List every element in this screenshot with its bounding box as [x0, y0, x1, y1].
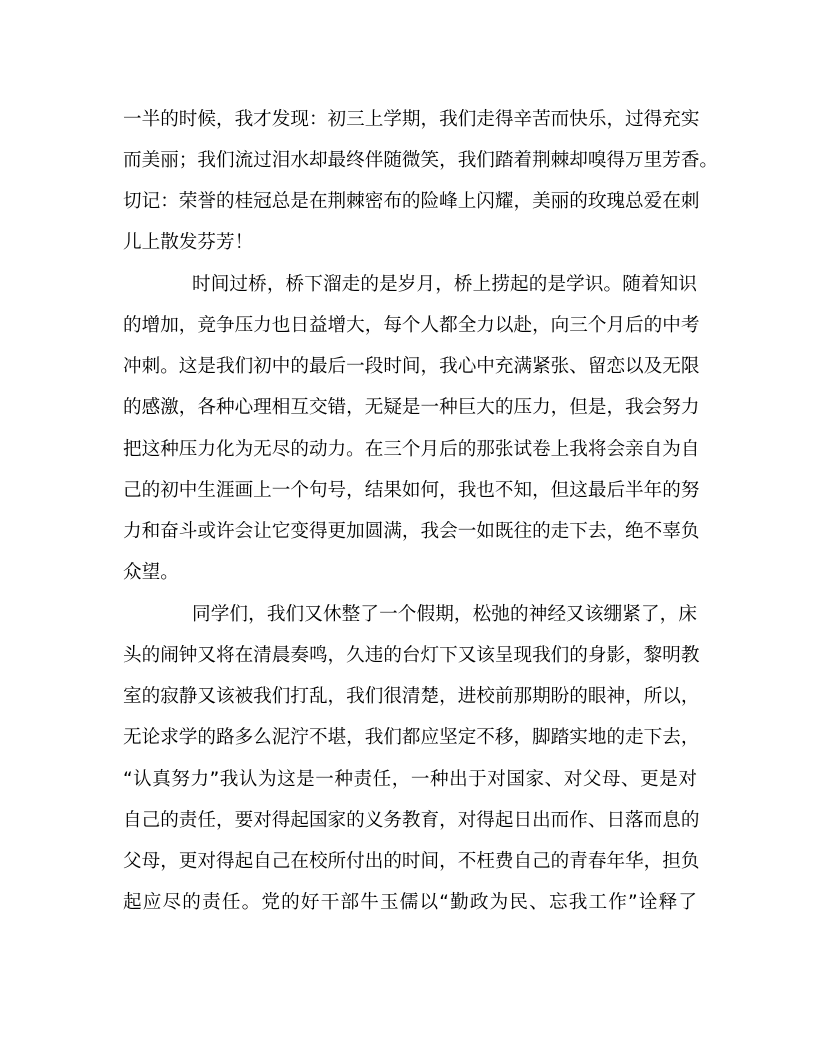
paragraph-2-line-8: 众望。 — [123, 562, 179, 583]
paragraph-3-line-4: 无论求学的路多么泥泞不堪，我们都应坚定不移，脚踏实地的走下去， — [123, 727, 700, 748]
paragraph-2-line-7: 力和奋斗或许会让它变得更加圆满，我会一如既往的走下去，绝不辜负 — [123, 521, 700, 542]
paragraph-2-line-6: 己的初中生涯画上一个句号，结果如何，我也不知，但这最后半年的努 — [123, 480, 700, 501]
paragraph-2-line-1: 时间过桥，桥下溜走的是岁月，桥上捞起的是学识。随着知识 — [192, 274, 697, 295]
paragraph-1-line-2: 而美丽；我们流过泪水却最终伴随微笑，我们踏着荆棘却嗅得万里芳香。 — [123, 150, 719, 171]
paragraph-3-line-2: 头的闹钟又将在清晨奏鸣，久违的台灯下又该呈现我们的身影，黎明教 — [123, 645, 700, 666]
paragraph-3-line-6: 自己的责任，要对得起国家的义务教育，对得起日出而作、日落而息的 — [123, 810, 700, 831]
paragraph-1-line-1: 一半的时候，我才发现：初三上学期，我们走得辛苦而快乐，过得充实 — [123, 109, 700, 130]
paragraph-3-line-8: 起应尽的责任。党的好干部牛玉儒以“勤政为民、忘我工作”诠释了 — [123, 892, 697, 913]
paragraph-2-line-5: 把这种压力化为无尽的动力。在三个月后的那张试卷上我将会亲自为自 — [123, 439, 700, 460]
paragraph-3-line-7: 父母，更对得起自己在校所付出的时间，不枉费自己的青春年华，担负 — [123, 851, 700, 872]
paragraph-2-line-3: 冲刺。这是我们初中的最后一段时间，我心中充满紧张、留恋以及无限 — [123, 356, 700, 377]
paragraph-3-line-1: 同学们，我们又休整了一个假期，松弛的神经又该绷紧了，床 — [192, 604, 697, 625]
paragraph-1-line-4: 儿上散发芬芳！ — [123, 232, 254, 253]
paragraph-2-line-4: 的感激，各种心理相互交错，无疑是一种巨大的压力，但是，我会努力 — [123, 397, 700, 418]
paragraph-3-line-3: 室的寂静又该被我们打乱，我们很清楚，进校前那期盼的眼神，所以， — [123, 686, 700, 707]
paragraph-1-line-3: 切记：荣誉的桂冠总是在荆棘密布的险峰上闪耀，美丽的玫瑰总爱在刺 — [123, 191, 700, 212]
paragraph-2-line-2: 的增加，竞争压力也日益增大，每个人都全力以赴，向三个月后的中考 — [123, 315, 700, 336]
paragraph-3-line-5: “认真努力”我认为这是一种责任，一种出于对国家、对父母、更是对 — [123, 769, 697, 790]
